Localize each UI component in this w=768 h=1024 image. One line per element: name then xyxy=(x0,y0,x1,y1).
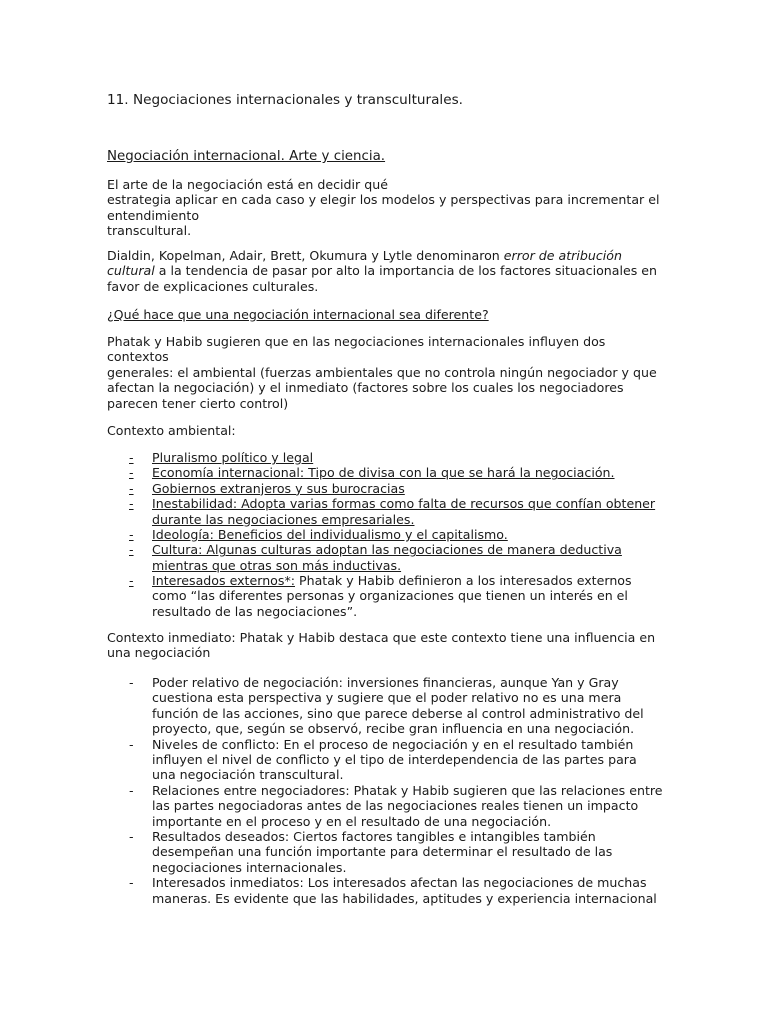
text-line: función de las acciones, sino que parece deberse al control administrativo del xyxy=(152,705,644,721)
text-line: durante las negociaciones empresariales. xyxy=(152,511,415,527)
dash-bullet: - xyxy=(129,829,134,845)
list-item xyxy=(107,875,667,906)
italic-term: cultural xyxy=(107,263,155,279)
text-line: Economía internacional: Tipo de divisa con la que se hará la negociación. xyxy=(152,465,615,481)
text-line: cuestiona esta perspectiva y sugiere que el poder relativo no es una mera xyxy=(152,690,622,706)
text-line: transcultural. xyxy=(107,223,192,239)
text-line: influyen el nivel de conflicto y el tipo de interdependencia de las partes para xyxy=(152,752,637,768)
dash-bullet: - xyxy=(129,736,134,752)
text-line: Phatak y Habib sugieren que en las negociaciones internacionales influyen dos xyxy=(107,334,606,349)
text-span: Dialdin, Kopelman, Adair, Brett, Okumura y Lytle denominaron xyxy=(107,248,504,263)
list-item xyxy=(107,527,667,542)
text-line: desempeñan una función importante para determinar el resultado de las xyxy=(152,844,613,860)
document-title: 11. Negociaciones internacionales y transculturales. xyxy=(107,92,463,108)
text-line: proyecto, que, según se observó, recibe gran influencia en una negociación. xyxy=(152,721,635,737)
text-line: afectan la negociación) y el inmediato (factores sobre los cuales los negociadores xyxy=(107,380,624,396)
text-line: Inestabilidad: Adopta varias formas como falta de recursos que confían obtener xyxy=(152,496,656,512)
text-line: Ideología: Beneficios del individualismo y el capitalismo. xyxy=(152,527,508,543)
text-line: entendimiento xyxy=(107,207,200,223)
section-heading: Negociación internacional. Arte y ciencia. xyxy=(107,149,386,164)
dash-bullet: - xyxy=(129,480,134,496)
text-line xyxy=(107,248,667,263)
text-line: Interesados inmediatos: Los interesados afectan las negociaciones de muchas xyxy=(152,875,647,891)
paragraph-contexto-inmediato xyxy=(107,630,667,661)
dash-bullet: - xyxy=(129,450,134,465)
list-item xyxy=(107,573,667,619)
text-line: parecen tener cierto control) xyxy=(107,395,289,411)
list-item xyxy=(107,450,667,465)
dash-bullet: - xyxy=(129,875,134,891)
inmediato-list xyxy=(107,675,667,906)
text-line: importante en el proceso y en el resultado de una negociación. xyxy=(152,813,552,829)
text-line: estrategia aplicar en cada caso y elegir los modelos y perspectivas para incrementar el xyxy=(107,192,660,208)
text-line: favor de explicaciones culturales. xyxy=(107,278,319,294)
paragraph-error-atribucion xyxy=(107,248,667,294)
text-line: resultado de las negociaciones”. xyxy=(152,603,358,619)
text-line: El arte de la negociación está en decidir qué xyxy=(107,177,388,192)
question-heading: ¿Qué hace que una negociación internacional sea diferente? xyxy=(107,307,489,322)
text-line: Cultura: Algunas culturas adoptan las negociaciones de manera deductiva xyxy=(152,542,622,558)
text-line: Relaciones entre negociadores: Phatak y Habib sugieren que las relaciones entre xyxy=(152,782,663,798)
text-line: las partes negociadoras antes de las negociaciones reales tienen un impacto xyxy=(152,798,639,814)
text-span: Phatak y Habib definieron a los interesados externos xyxy=(294,573,632,588)
text-line: Resultados deseados: Ciertos factores tangibles e intangibles también xyxy=(152,829,596,845)
list-item xyxy=(107,542,667,573)
list-item xyxy=(107,737,667,783)
dash-bullet: - xyxy=(129,465,134,481)
list-item xyxy=(107,465,667,480)
text-line: contextos xyxy=(107,349,169,365)
list-item xyxy=(107,496,667,527)
text-line: maneras. Es evidente que las habilidades, aptitudes y experiencia internacional xyxy=(152,890,657,906)
interesados-externos-list xyxy=(107,573,667,619)
italic-term: error de atribución xyxy=(503,248,622,263)
text-line xyxy=(152,573,667,588)
text-line: una negociación transcultural. xyxy=(152,767,344,783)
underlined-label: Interesados externos*: xyxy=(152,573,295,588)
text-line: mientras que otras son más inductivas. xyxy=(152,557,402,573)
dash-bullet: - xyxy=(129,527,134,543)
paragraph-contextos xyxy=(107,334,667,411)
list-item xyxy=(107,481,667,496)
text-line: negociaciones internacionales. xyxy=(152,859,347,875)
dash-bullet: - xyxy=(129,675,134,690)
list-item xyxy=(107,829,667,875)
text-line: como “las diferentes personas y organizaciones que tienen un interés en el xyxy=(152,588,628,604)
contexto-ambiental-label: Contexto ambiental: xyxy=(107,423,236,438)
text-line: Gobiernos extranjeros y sus burocracias xyxy=(152,480,405,496)
list-item xyxy=(107,675,667,737)
text-line: generales: el ambiental (fuerzas ambientales que no controla ningún negociador y que xyxy=(107,364,657,380)
text-line: Contexto inmediato: Phatak y Habib destaca que este contexto tiene una influencia en xyxy=(107,630,656,645)
text-line xyxy=(107,263,667,278)
text-line: una negociación xyxy=(107,645,211,661)
text-line: Pluralismo político y legal xyxy=(152,450,314,465)
dash-bullet: - xyxy=(129,496,134,512)
text-span: a la tendencia de pasar por alto la importancia de los factores situacionales en xyxy=(154,263,658,279)
text-line: Poder relativo de negociación: inversiones financieras, aunque Yan y Gray xyxy=(152,675,619,690)
dash-bullet: - xyxy=(129,573,134,588)
dash-bullet: - xyxy=(129,542,134,558)
text-line: Niveles de conflicto: En el proceso de negociación y en el resultado también xyxy=(152,736,634,752)
paragraph-arte xyxy=(107,177,667,239)
dash-bullet: - xyxy=(129,782,134,798)
list-item xyxy=(107,783,667,829)
ambiental-list xyxy=(107,450,667,573)
